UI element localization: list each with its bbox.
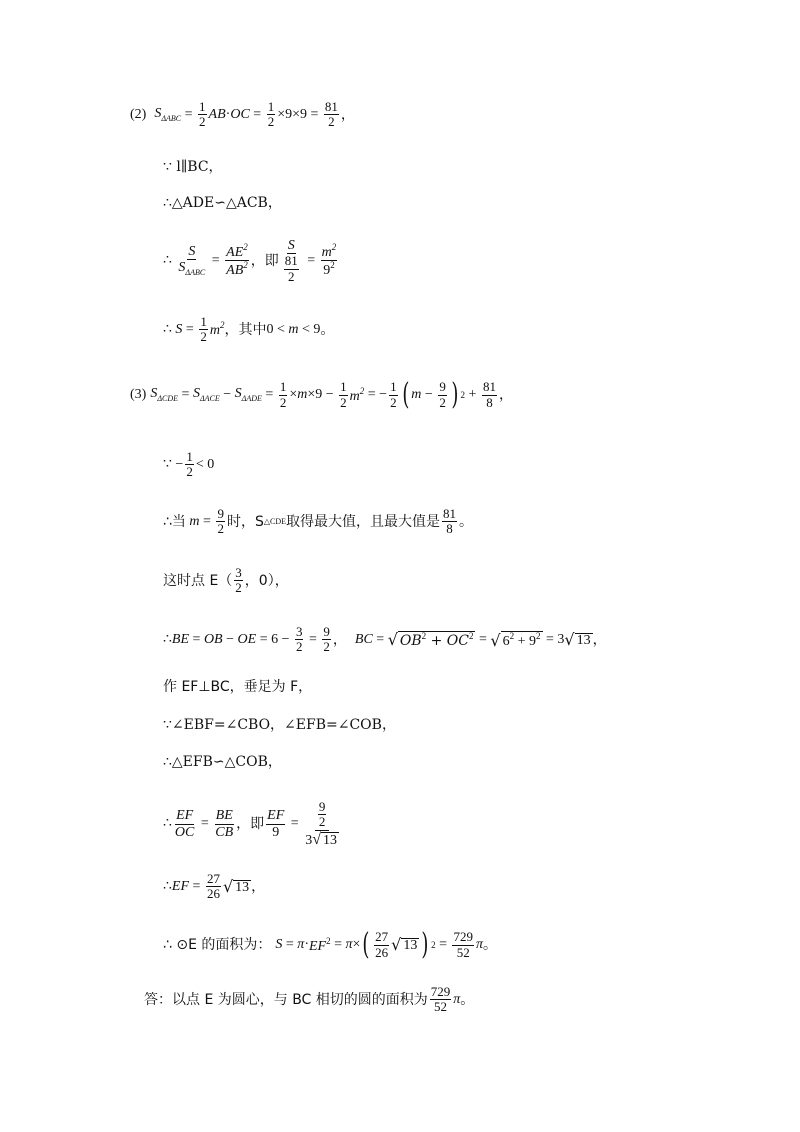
part3-ef-tail: ， (251, 878, 266, 895)
part3-area-line: (3) $S_{\Delta CDE}$ = $S_{\Delta ACE}$ − $S_{\Delta ADE}$ = $\frac{1}{2}$ × m ×9 − $\frac{1}{2}$ $m^2$ = − $\frac{1}{2}$ ( m − $\frac{9}{2}$ ) 2 + $\frac{81}{8}$ ， (130, 377, 513, 412)
part2-label: (2) (130, 106, 147, 122)
part3-since-symbol: ∵ (163, 456, 172, 472)
part3-max-tail: 。 (459, 513, 473, 530)
part3-angles-line: ∵∠EBF=∠CBO，∠EFB=∠COB， (163, 717, 396, 733)
part2-ratio-tail: ，即 (250, 252, 279, 269)
part3-max-sub: △CDE (263, 516, 286, 526)
part3-area-tail: ， (498, 387, 513, 403)
part3-label: (3) (130, 387, 147, 402)
part3-max-line: ∴当 m = $\frac{9}{2}$ 时，S △CDE 取得最大值，且最大值是 $\frac{81}{8}$ 。 (163, 506, 473, 537)
part2-area-line: (2) $S_{\Delta ABC}$ = $\frac{1}{2}$ AB · OC = $\frac{1}{2}$ ×9×9 = $\frac{81}{2}$ ， (130, 99, 355, 130)
part3-point-e-tail: ，0）， (244, 572, 289, 589)
part3-ratio2-line: ∴ $\frac{EF}{OC}$ = $\frac{BE}{CB}$ ，即 $\frac{EF}{9}$ = $\frac{9}{2}$ 3 √ 13 (163, 799, 337, 848)
part3-circle-tail: 。 (482, 937, 497, 953)
part3-max-mid: 时，S (226, 513, 264, 530)
part2-result-tail: 。 (320, 321, 335, 338)
part3-be-line: ∴ BE = OB − OE = 6 − $\frac{3}{2}$ = $\frac{9}{2}$ ， BC = √ $OB^2 + OC^2$ = √ $6^2 + 9^2$ = 3 √ 13 ， (163, 624, 607, 655)
part2-area-tail: ， (340, 106, 355, 123)
part3-max-text: 取得最大值，且最大值是 (286, 513, 440, 530)
part3-point-e: 这时点 E（ (163, 572, 233, 589)
part2-ratio-line: ∴ $\frac{S}{S_{\Delta ABC}}$ = $\frac{AE^2}{AB^2}$ ，即 $\frac{S}{\frac{81}{2}}$ = $\frac{m^2}{9^2}$ (163, 238, 337, 284)
part2-similar-line: ∴△ADE∽△ACB， (163, 195, 282, 211)
part2-result-line: ∴ S = $\frac{1}{2}$ $m^2$ ，其中 0 < m < 9 。 (163, 314, 335, 345)
answer-text: 答：以点 E 为圆心，与 BC 相切的圆的面积为 (144, 991, 428, 1008)
part3-sim2-line: ∴△EFB∽△COB， (163, 754, 282, 770)
part3-since-line: ∵ − $\frac{1}{2}$ < 0 (163, 449, 215, 480)
part3-max-when: ∴当 (163, 513, 186, 530)
part3-be-tail: ， (332, 631, 347, 648)
answer-line: 答：以点 E 为圆心，与 BC 相切的圆的面积为 $\frac{729}{52}$ π 。 (144, 984, 475, 1015)
part3-point-line: 这时点 E（ $\frac{3}{2}$ ，0）， (163, 565, 289, 596)
part3-ef-line: ∴ EF = $\frac{27}{26}$ √ 13 ， (163, 871, 266, 902)
part3-circle-label: ∴ ⊙E 的面积为： (163, 937, 272, 953)
answer-tail: 。 (460, 991, 475, 1008)
part3-bc-tail: ， (592, 631, 607, 648)
part3-circle-line: ∴ ⊙E 的面积为： S = π · $EF^2$ = π × ( $\frac{27}{26}$ √ 13 ) 2 = $\frac{729}{52}$ π 。 (163, 927, 497, 962)
part2-result-mid: ，其中 (224, 321, 267, 338)
part2-parallel-line: ∵ l∥BC， (163, 159, 223, 175)
part3-perp-line: 作 EF⊥BC，垂足为 F， (163, 679, 313, 695)
part3-ratio2-mid: ，即 (236, 816, 265, 833)
